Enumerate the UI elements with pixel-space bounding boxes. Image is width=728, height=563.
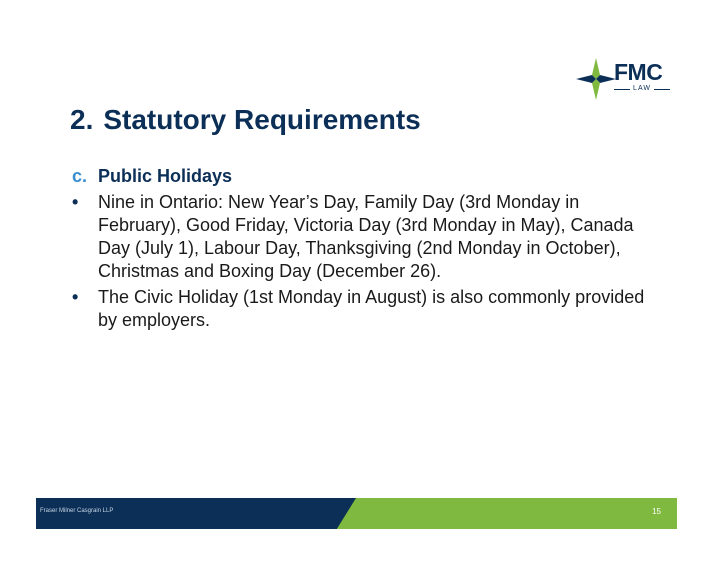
subheading [72, 165, 652, 188]
bullet-text: The Civic Holiday (1st Monday in August) is also commonly provided by employers. [98, 287, 645, 330]
bullet-icon: • [72, 287, 79, 307]
slide-body [72, 165, 652, 332]
section-number: 2. [70, 104, 94, 135]
logo-sub-label: LAW [633, 85, 651, 92]
compass-star-icon [576, 58, 616, 100]
logo-subtitle [614, 85, 670, 93]
logo-rule-left [614, 89, 630, 90]
bullet-item [72, 191, 652, 283]
bullet-icon: • [72, 192, 79, 212]
page-number: 15 [652, 507, 661, 516]
bullet-item [72, 286, 652, 332]
fmc-logo [576, 58, 676, 100]
logo-rule-right [654, 89, 670, 90]
footer-bar [36, 498, 677, 529]
subheading-label: Public Holidays [98, 166, 233, 186]
subheading-marker: c. [72, 166, 88, 186]
slide-title [70, 103, 421, 137]
logo-name: FMC [614, 59, 663, 85]
title-text: Statutory Requirements [103, 104, 421, 135]
footer-company-name: Fraser Milner Casgrain LLP [40, 508, 114, 514]
bullet-text: Nine in Ontario: New Year’s Day, Family Day (3rd Monday in February), Good Friday, Victoria Day (3rd Monday in May), Canada Day (July 1), Labour Day, Thanksgiving (2nd Monday in October), Christmas and Boxing Day (December 26). [98, 192, 634, 281]
